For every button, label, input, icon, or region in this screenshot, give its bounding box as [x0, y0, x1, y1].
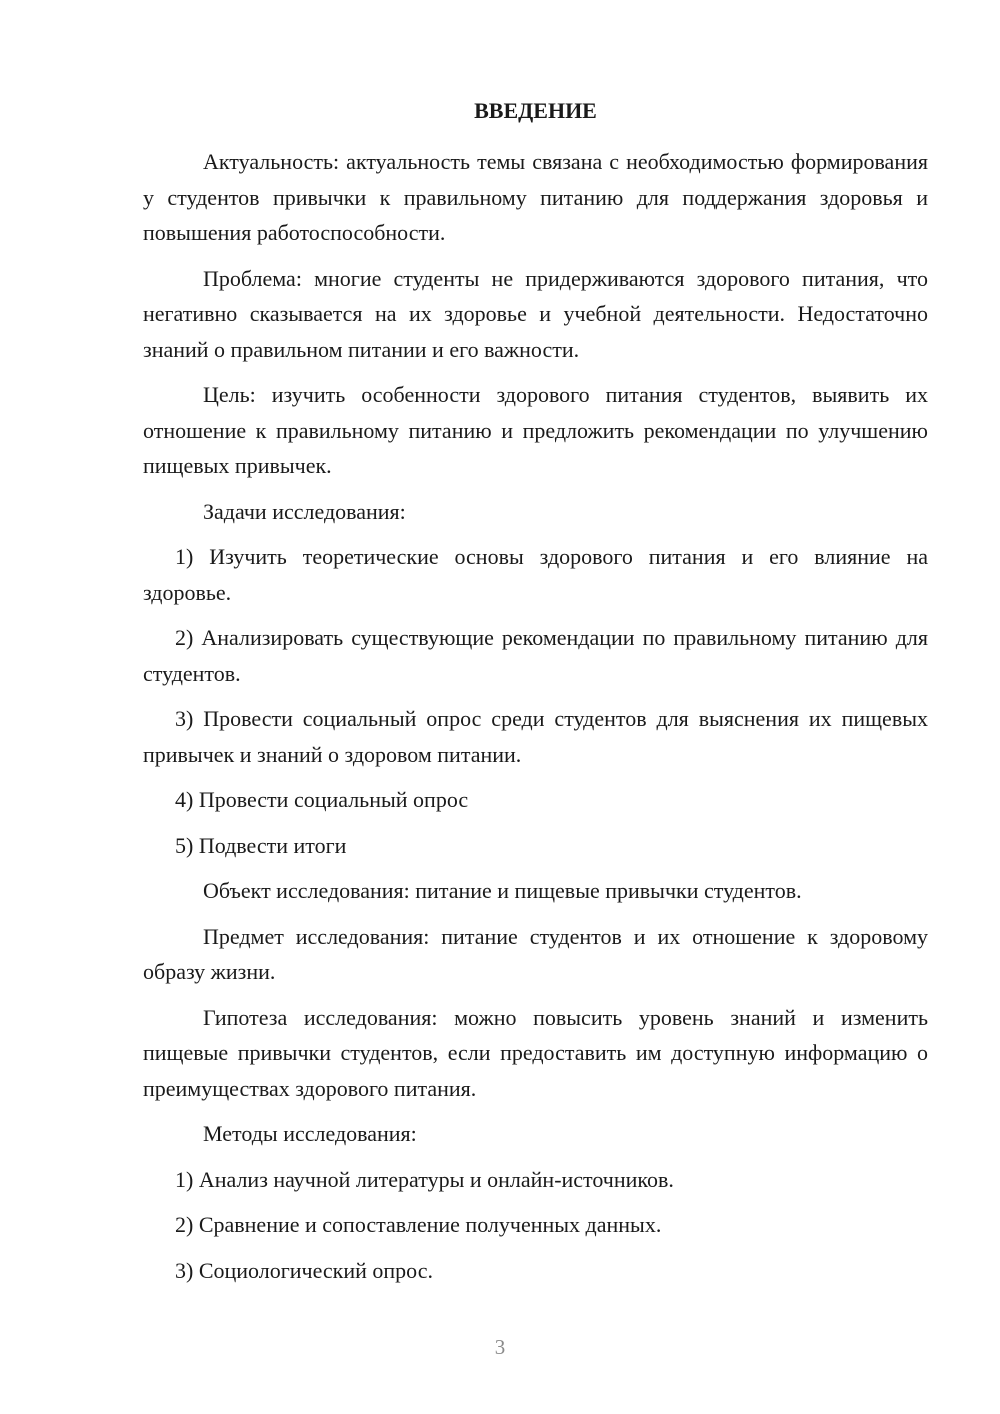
- method-item: 2) Сравнение и сопоставление полученных данных.: [175, 1212, 662, 1237]
- methods-title: Методы исследования:: [203, 1121, 417, 1146]
- page-number: 3: [494, 1335, 506, 1359]
- problem-paragraph: Проблема: многие студенты не придерживаются здорового питания, что негативно сказывается на их здоровье и учебной деятельности. Недостаточно знаний о правильном питании и его важности.: [143, 265, 928, 362]
- subject-paragraph: Предмет исследования: питание студентов и их отношение к здоровому образу жизни.: [143, 923, 928, 984]
- tasks-title: Задачи исследования:: [203, 498, 406, 524]
- relevance-paragraph: Актуальность: актуальность темы связана с необходимостью формирования у студентов привычки к правильному питанию для поддержания здоровья и повышения работоспособности.: [143, 149, 928, 245]
- goal-paragraph: Цель: изучить особенности здорового питания студентов, выявить их отношение к правильному питанию и предложить рекомендации по улучшению пищевых привычек.: [143, 382, 928, 478]
- object-paragraph: Объект исследования: питание и пищевые привычки студентов.: [203, 878, 802, 903]
- page-content: [143, 96, 928, 1298]
- task-item: 2) Анализировать существующие рекомендации по правильному питанию для студентов.: [143, 625, 928, 686]
- hypothesis-paragraph: Гипотеза исследования: можно повысить уровень знаний и изменить пищевые привычки студентов, если предоставить им доступную информацию о преимуществах здорового питания.: [143, 1004, 928, 1101]
- section-heading: ВВЕДЕНИЕ: [474, 98, 597, 123]
- task-item: 1) Изучить теоретические основы здорового питания и его влияние на здоровье.: [143, 544, 928, 605]
- method-item: 3) Социологический опрос.: [175, 1257, 433, 1283]
- task-item: 3) Провести социальный опрос среди студентов для выяснения их пищевых привычек и знаний о здоровом питании.: [143, 706, 928, 767]
- method-item: 1) Анализ научной литературы и онлайн-источников.: [175, 1166, 674, 1192]
- task-item: 4) Провести социальный опрос: [175, 787, 469, 812]
- task-item: 5) Подвести итоги: [175, 832, 347, 858]
